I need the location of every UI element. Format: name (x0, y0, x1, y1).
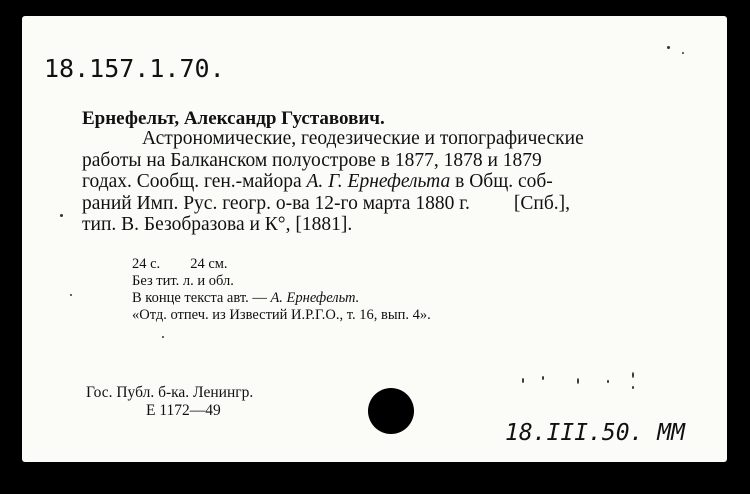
note-3: «Отд. отпеч. из Известий И.Р.Г.О., т. 16, вып. 4». (132, 307, 431, 323)
speck (682, 52, 684, 54)
pages: 24 с. (132, 256, 161, 272)
library-stamp (86, 384, 253, 420)
notes-block (132, 256, 431, 324)
library-code: Е 1172—49 (146, 402, 221, 419)
collation-row (132, 256, 431, 273)
speck (667, 46, 670, 49)
speck (632, 386, 634, 389)
speck (70, 294, 72, 296)
catalog-card (22, 16, 727, 462)
speck (60, 214, 63, 217)
title-line-4: раний Имп. Рус. геогр. о-ва 12-го марта 1880 г. [Спб.], (82, 192, 570, 214)
size: 24 см. (190, 256, 228, 272)
speck (162, 336, 164, 338)
speck (522, 378, 524, 383)
speck (607, 380, 609, 383)
speck (577, 378, 579, 384)
author-name-italic: А. Г. Ернефельта (306, 171, 451, 192)
note-2: В конце текста авт. — А. Ернефельт. (132, 290, 360, 306)
title-line-3: годах. Сообщ. ген.-майора А. Г. Ернефельта в Общ. соб- (82, 171, 553, 192)
title-block (82, 128, 682, 236)
punch-hole (368, 388, 414, 434)
author-heading: Ернефельт, Александр Густавович. (82, 108, 385, 129)
handwritten-date: 18.III.50. ММ (504, 420, 685, 446)
call-number: 18.157.1.70. (44, 54, 225, 83)
speck (542, 376, 544, 380)
title-line-5: тип. В. Безобразова и К°, [1881]. (82, 214, 353, 235)
title-line-2: работы на Балканском полуострове в 1877, 1878 и 1879 (82, 149, 542, 171)
title-line-1: Астрономические, геодезические и топографические (142, 128, 584, 149)
note-1: Без тит. л. и обл. (132, 273, 234, 289)
speck (632, 372, 634, 378)
library-name: Гос. Публ. б-ка. Ленингр. (86, 384, 254, 401)
